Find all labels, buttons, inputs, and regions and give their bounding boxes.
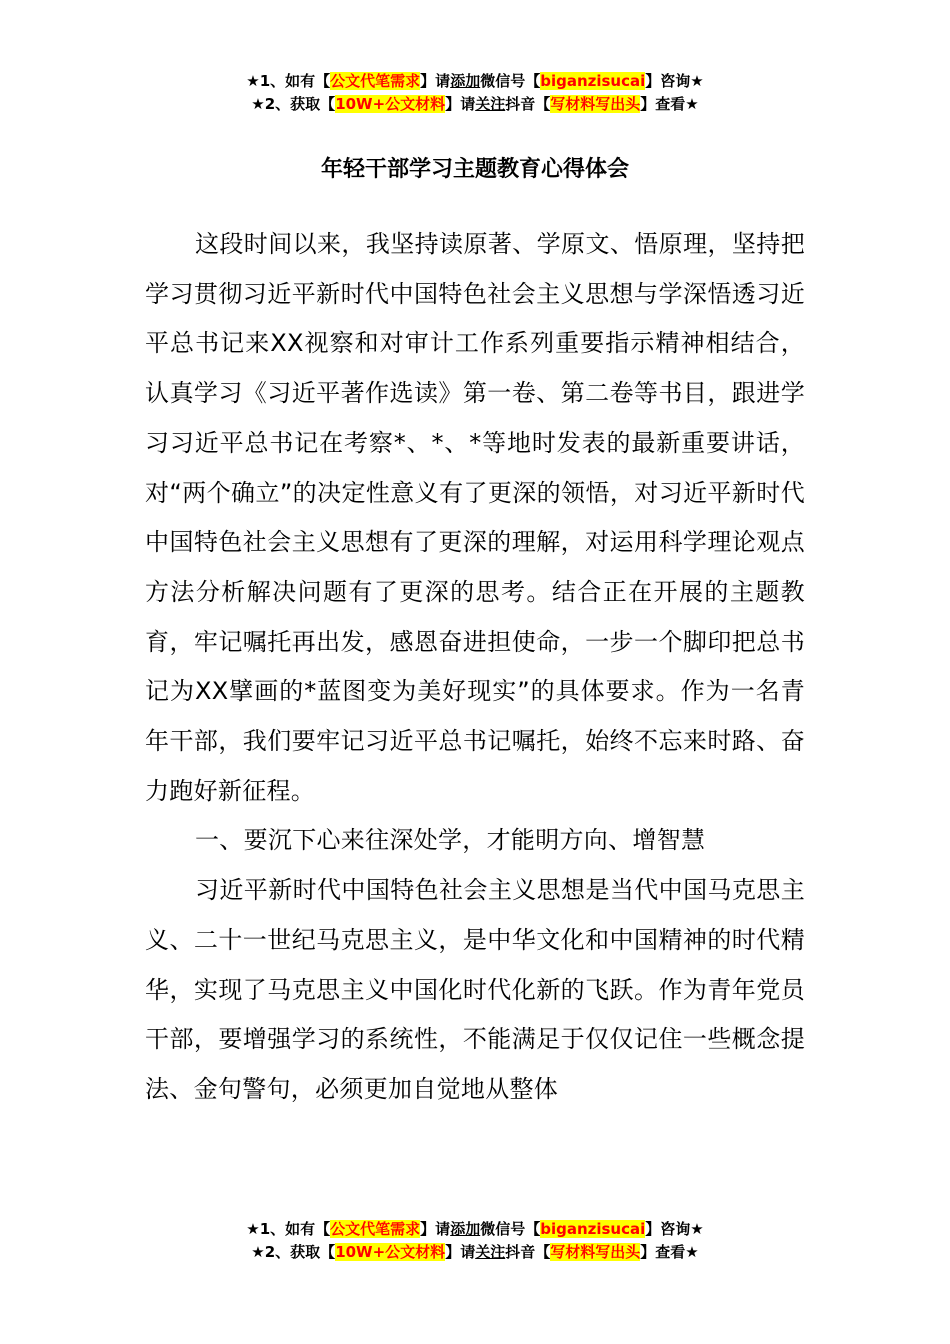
promo-text: 】请 [420, 72, 451, 90]
promo-prefix: ★2、获取【 [251, 95, 336, 113]
promo-highlight-wechat-id: biganzisucai [540, 72, 646, 90]
body-paragraph: 习近平新时代中国特色社会主义思想是当代中国马克思主义、二十一世纪马克思主义，是中华文化和中国精神的时代精华，实现了马克思主义中国化时代化新的飞跃。作为青年党员干部，要增强学习的系统性，不能满足于仅仅记住一些概念提法、金句警句，必须更加自觉地从整体 [145, 876, 805, 1103]
promo-text: 】请 [420, 1220, 451, 1238]
promo-text: 抖音【 [505, 1243, 551, 1261]
promo-underlined-text: 关注 [475, 1243, 506, 1261]
promo-suffix: 】咨询★ [645, 72, 704, 90]
promo-text: 】请 [445, 1243, 476, 1261]
promo-prefix: ★1、如有【 [246, 72, 331, 90]
promo-highlight-materials: 10W+公文材料 [335, 95, 446, 113]
promo-suffix: 】查看★ [640, 1243, 699, 1261]
promo-highlight-service: 公文代笔需求 [330, 1220, 421, 1238]
promo-prefix: ★1、如有【 [246, 1220, 331, 1238]
document-body [145, 220, 805, 1115]
promo-text: 】请 [445, 95, 476, 113]
promo-highlight-service: 公文代笔需求 [330, 72, 421, 90]
promo-line-1 [0, 70, 950, 93]
promo-line-2 [0, 1241, 950, 1264]
promo-footer [0, 1218, 950, 1264]
promo-text: 微信号【 [480, 1220, 541, 1238]
promo-header [0, 70, 950, 116]
body-paragraph: 这段时间以来，我坚持读原著、学原文、悟原理，坚持把学习贯彻习近平新时代中国特色社会主义思想与学深悟透习近平总书记来XX视察和对审计工作系列重要指示精神相结合，认真学习《习近平著作选读》第一卷、第二卷等书目，跟进学习习近平总书记在考察*、*、*等地时发表的最新重要讲话，对“两个确立”的决定性意义有了更深的领悟，对习近平新时代中国特色社会主义思想有了更深的理解，对运用科学理论观点方法分析解决问题有了更深的思考。结合正在开展的主题教育，牢记嘱托再出发，感恩奋进担使命，一步一个脚印把总书记为XX擘画的*蓝图变为美好现实”的具体要求。作为一名青年干部，我们要牢记习近平总书记嘱托，始终不忘来时路、奋力跑好新征程。 [145, 230, 805, 805]
promo-highlight-douyin-account: 写材料写出头 [550, 1243, 641, 1261]
promo-text: 抖音【 [505, 95, 551, 113]
promo-highlight-wechat-id: biganzisucai [540, 1220, 646, 1238]
promo-highlight-douyin-account: 写材料写出头 [550, 95, 641, 113]
document-title: 年轻干部学习主题教育心得体会 [320, 157, 629, 182]
promo-underlined-text: 添加 [450, 1220, 481, 1238]
promo-prefix: ★2、获取【 [251, 1243, 336, 1261]
promo-line-1 [0, 1218, 950, 1241]
promo-text: 微信号【 [480, 72, 541, 90]
promo-highlight-materials: 10W+公文材料 [335, 1243, 446, 1261]
promo-underlined-text: 关注 [475, 95, 506, 113]
promo-line-2 [0, 93, 950, 116]
promo-suffix: 】咨询★ [645, 1220, 704, 1238]
promo-suffix: 】查看★ [640, 95, 699, 113]
section-heading: 一、要沉下心来往深处学，才能明方向、增智慧 [195, 826, 706, 855]
promo-underlined-text: 添加 [450, 72, 481, 90]
